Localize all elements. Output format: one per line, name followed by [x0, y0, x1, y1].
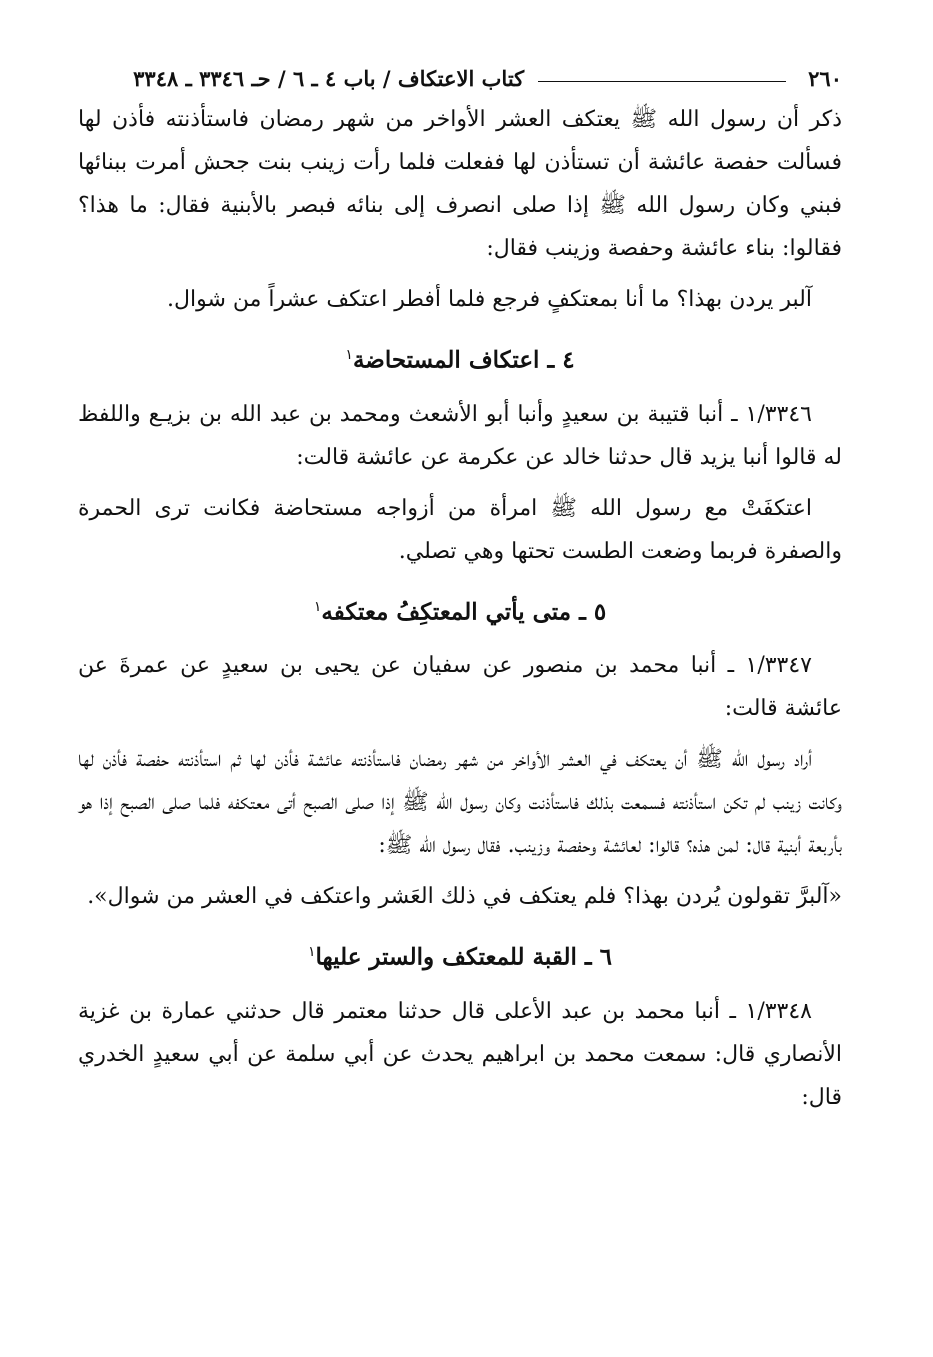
hadith-3347-quote: «آلبرَّ تقولون يُردن بهذا؟ فلم يعتكف في ذلك العَشر واعتكف في العشر من شوال». [87, 884, 842, 910]
section-5-title: ٥ ـ متى يأتي المعتكِفُ معتكفه [321, 598, 607, 626]
section-6-title: ٦ ـ القبة للمعتكف والستر عليها [315, 943, 612, 971]
footnote-marker: ١ [308, 944, 316, 961]
section-5-heading [78, 587, 842, 633]
page-header [78, 58, 842, 98]
hadith-3348-isnad: ١/٣٣٤٨ ـ أنبا محمد بن عبد الأعلى قال حدثنا معتمر قال حدثني عمارة بن غزية الأنصاري قال: سمعت محمد بن ابراهيم يحدث عن أبي سلمة عن أبي سعيدٍ الخدري قال: [78, 998, 842, 1110]
page-number: ٢٦٠ [808, 65, 842, 91]
hadith-3347-isnad: ١/٣٣٤٧ ـ أنبا محمد بن منصور عن سفيان عن يحيى بن سعيدٍ عن عمرةَ عن عائشة قالت: [78, 653, 842, 722]
hadith-3346-isnad: ١/٣٣٤٦ ـ أنبا قتيبة بن سعيدٍ وأنبا أبو الأشعث ومحمد بن عبد الله بن بزيـع واللفظ له قالوا أنبا يزيد قال حدثنا خالد عن عكرمة عن عائشة قالت: [78, 401, 842, 470]
book-page [78, 58, 842, 1338]
running-title: كتاب الاعتكاف / باب ٤ ـ ٦ / حـ ٣٣٤٦ ـ ٣٣٤٨ [133, 65, 525, 91]
hadith-3346-matn: اعتكفَتْ مع رسول الله ﷺ امرأة من أزواجه مستحاضة فكانت ترى الحمرة والصفرة فربما وضعت الطست تحتها وهي تصلي. [78, 495, 842, 564]
footnote-marker: ١ [345, 347, 353, 363]
hadith-3347-matn: أراد رسول الله ﷺ أن يعتكف في العشر الأواخر من شهر رمضان فاستأذنته عائشة فأذن لها ثم استأذنته حفصة فأذن لها وكانت زينب لم تكن استأذنته فسمعت بذلك فاستأذنت وكان رسول الله ﷺ إذا صلى الصبح أتى معتكفه فلما صلى الصبح إذا هو بأربعة أبنية قال: لمن هذه؟ قالوا: لعائشة وحفصة وزينب. فقال رسول الله ﷺ: [78, 747, 842, 859]
section-6-heading [78, 932, 842, 978]
opening-paragraph: ذكر أن رسول الله ﷺ يعتكف العشر الأواخر من شهر رمضان فاستأذنته فأذن لها فسألت حفصة عائشة أن تستأذن لها ففعلت فلما رأت زينب بنت جحش أمرت ببنائها فبني وكان رسول الله ﷺ إذا صلى انصرف إلى بنائه فبصر بالأبنية فقال: ما هذا؟ فقالوا: بناء عائشة وحفصة وزينب فقال: [78, 107, 842, 261]
opening-quote: آلبر يردن بهذا؟ ما أنا بمعتكفٍ فرجع فلما أفطر اعتكف عشراً من شوال. [167, 287, 812, 312]
footnote-marker: ١ [313, 598, 322, 615]
section-4-title: ٤ ـ اعتكاف المستحاضة [352, 346, 575, 374]
header-rule [538, 81, 786, 82]
section-4-heading [78, 335, 842, 381]
